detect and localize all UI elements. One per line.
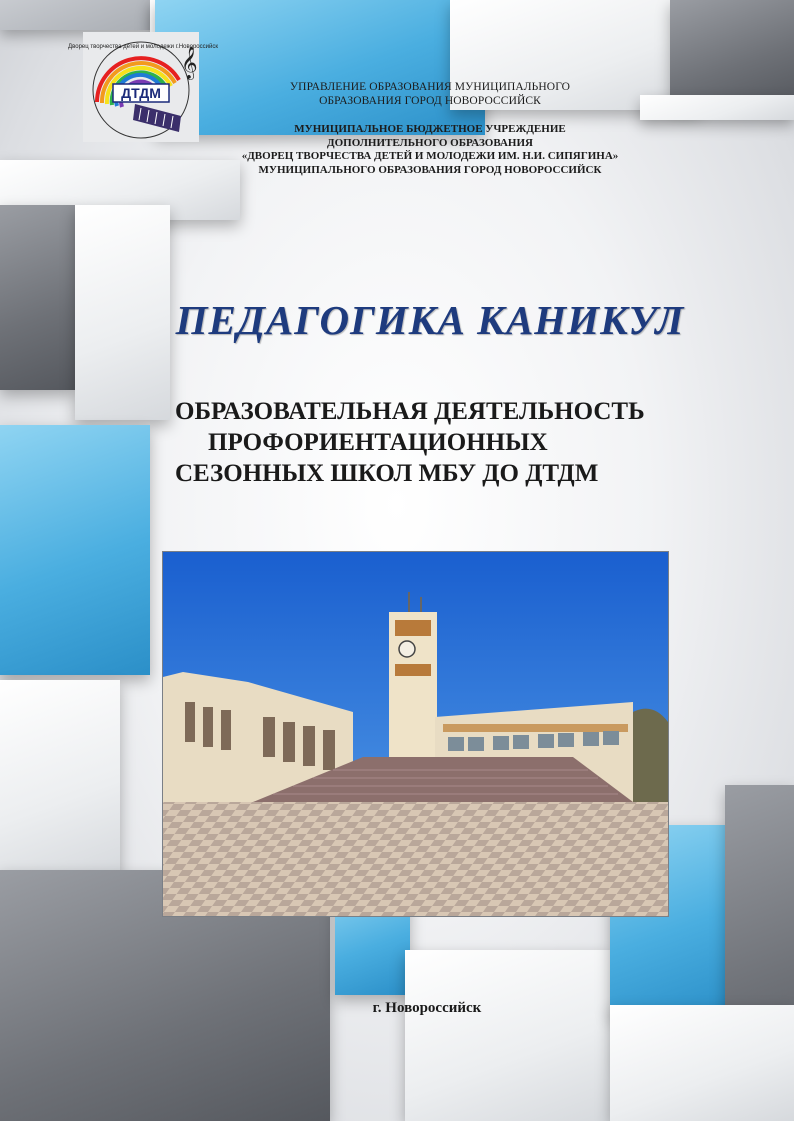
treble-clef-icon: 𝄞: [181, 46, 198, 79]
subtitle-line: ОБРАЗОВАТЕЛЬНАЯ ДЕЯТЕЛЬНОСТЬ: [175, 398, 645, 425]
institution-line: МУНИЦИПАЛЬНОЕ БЮДЖЕТНОЕ УЧРЕЖДЕНИЕ: [294, 123, 566, 135]
subtitle-line: СЕЗОННЫХ ШКОЛ МБУ ДО ДТДМ: [175, 460, 599, 487]
institution-header: [180, 123, 680, 177]
document-subtitle: [150, 396, 750, 489]
city-name: г. Новороссийск: [372, 1000, 482, 1016]
bg-tile: [0, 680, 120, 875]
bg-tile: [0, 205, 75, 390]
authority-header: [180, 80, 680, 108]
document-title: ПЕДАГОГИКА КАНИКУЛ: [175, 297, 685, 343]
logo-abbr: ДТДМ: [121, 85, 161, 101]
institution-line: МУНИЦИПАЛЬНОГО ОБРАЗОВАНИЯ ГОРОД НОВОРОССИЙСК: [258, 163, 602, 176]
bg-tile: [0, 0, 150, 30]
building-photo: [162, 551, 669, 917]
bg-tile: [0, 425, 150, 675]
institution-line: ДОПОЛНИТЕЛЬНОГО ОБРАЗОВАНИЯ: [327, 136, 533, 149]
bg-tile: [670, 0, 794, 105]
bg-tile: [405, 950, 610, 1121]
subtitle-line: ПРОФОРИЕНТАЦИОННЫХ: [208, 429, 548, 456]
institution-line: «ДВОРЕЦ ТВОРЧЕСТВА ДЕТЕЙ И МОЛОДЕЖИ ИМ. Н.И. СИПЯГИНА»: [241, 150, 619, 162]
logo-ring-text: Дворец творчества детей и молодежи г.Новороссийск: [68, 44, 218, 50]
authority-line: УПРАВЛЕНИЕ ОБРАЗОВАНИЯ МУНИЦИПАЛЬНОГО: [289, 81, 571, 93]
bg-tile: [155, 0, 485, 135]
bg-tile: [610, 1005, 794, 1121]
authority-line: ОБРАЗОВАНИЯ ГОРОД НОВОРОССИЙСК: [319, 95, 541, 107]
